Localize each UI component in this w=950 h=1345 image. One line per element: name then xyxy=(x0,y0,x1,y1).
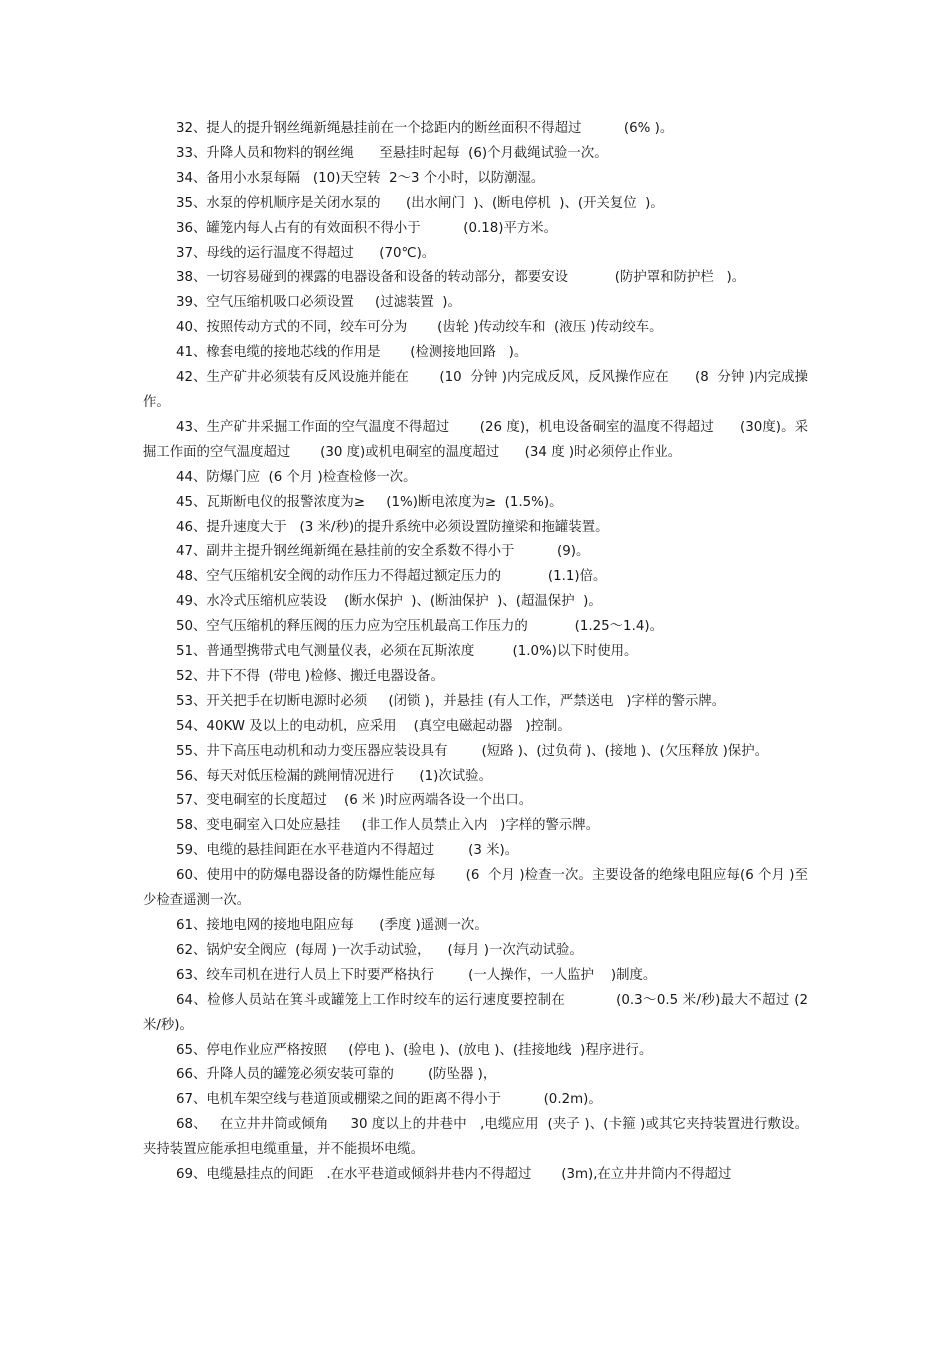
list-item: 39、空气压缩机吸口必须设置 (过滤装置 )。 xyxy=(176,295,461,311)
list-item: 67、电机车架空线与巷道顶或棚梁之间的距离不得小于 (0.2m)。 xyxy=(176,1092,602,1108)
list-item: 36、罐笼内每人占有的有效面积不得小于 (0.18)平方米。 xyxy=(176,220,558,236)
list-item: 43、生产矿井采掘工作面的空气温度不得超过 (26 度)，机电设备硐室的温度不得超过 (30度)。采掘工作面的空气温度超过 (30 度)或机电硐室的温度超过 (34 度 )时必须停止作业。 xyxy=(143,419,808,460)
list-item: 52、井下不得 (带电 )检修、搬迁电器设备。 xyxy=(176,668,444,684)
list-item: 65、停电作业应严格按照 (停电 )、(验电 )、(放电 )、(挂接地线 )程序进行。 xyxy=(176,1042,653,1058)
list-item: 61、接地电网的接地电阻应每 (季度 )遥测一次。 xyxy=(176,918,488,933)
list-item: 44、防爆门应 (6 个月 )检查检修一次。 xyxy=(176,469,417,485)
list-item: 41、橡套电缆的接地芯线的作用是 (检测接地回路 )。 xyxy=(176,345,528,361)
list-item: 46、提升速度大于 (3 米/秒)的提升系统中必须设置防撞梁和拖罐装置。 xyxy=(176,519,609,535)
list-item: 66、升降人员的罐笼必须安装可靠的 (防坠器 )， xyxy=(176,1067,497,1083)
list-item: 42、生产矿井必须装有反风设施并能在 (10 分钟 )内完成反风，反风操作应在 (8 分钟 )内完成操作。 xyxy=(143,370,808,410)
list-item: 50、空气压缩机的释压阀的压力应为空压机最高工作压力的 (1.25～1.4)。 xyxy=(176,619,663,635)
list-item: 49、水冷式压缩机应装设 (断水保护 )、(断油保护 )、(超温保护 )。 xyxy=(176,594,602,610)
list-item: 33、升降人员和物料的钢丝绳 至悬挂时起每 (6)个月截绳试验一次。 xyxy=(176,145,608,161)
list-item: 64、检修人员站在箕斗或罐笼上工作时绞车的运行速度要控制在 (0.3～0.5 米/秒)最大不超过 (2 米/秒)。 xyxy=(143,992,813,1033)
list-item: 60、使用中的防爆电器设备的防爆性能应每 (6 个月 )检查一次。主要设备的绝缘电阻应每(6 个月 )至少检查遥测一次。 xyxy=(143,868,808,909)
list-item: 37、母线的运行温度不得超过 (70℃)。 xyxy=(176,245,436,261)
list-item: 59、电缆的悬挂间距在水平巷道内不得超过 (3 米)。 xyxy=(176,843,519,859)
list-item: 56、每天对低压检漏的跳闸情况进行 (1)次试验。 xyxy=(176,768,492,784)
list-item: 57、变电硐室的长度超过 (6 米 )时应两端各设一个出口。 xyxy=(176,793,533,809)
list-item: 47、副井主提升钢丝绳新绳在悬挂前的安全系数不得小于 (9)。 xyxy=(176,544,590,560)
list-item: 63、绞车司机在进行人员上下时要严格执行 (一人操作，一人监护 )制度。 xyxy=(176,967,657,983)
list-item: 45、瓦斯断电仪的报警浓度为≥ (1%)断电浓度为≥ (1.5%)。 xyxy=(176,494,563,510)
list-item: 53、开关把手在切断电源时必须 (闭锁 )，并悬挂 (有人工作，严禁送电 )字样的警示牌。 xyxy=(176,693,726,709)
list-item: 48、空气压缩机安全阀的动作压力不得超过额定压力的 (1.1)倍。 xyxy=(176,569,607,585)
list-item: 51、普通型携带式电气测量仪表，必须在瓦斯浓度 (1.0%)以下时使用。 xyxy=(176,644,638,660)
list-item: 55、井下高压电动机和动力变压器应装设具有 (短路 )、(过负荷 )、(接地 )、(欠压释放 )保护。 xyxy=(176,743,768,759)
list-item: 40、按照传动方式的不同，绞车可分为 (齿轮 )传动绞车和 (液压 )传动绞车。 xyxy=(176,320,663,336)
list-item: 34、备用小水泵每隔 (10)天空转 2～3 个小时，以防潮湿。 xyxy=(176,170,545,186)
list-item: 69、电缆悬挂点的间距 .在水平巷道或倾斜井巷内不得超过 (3m),在立井井筒内不得超过 xyxy=(176,1167,732,1183)
list-item: 35、水泵的停机顺序是关闭水泵的 (出水闸门 )、(断电停机 )、(开关复位 )。 xyxy=(176,195,664,211)
question-list xyxy=(143,117,813,1188)
list-item: 62、锅炉安全阀应 (每周 )一次手动试验， (每月 )一次汽动试验。 xyxy=(176,942,583,958)
list-item: 68、 在立井井筒或倾角 30 度以上的井巷中 ,电缆应用 (夹子 )、(卡箍 )或其它夹持装置进行敷设。夹持装置应能承担电缆重量，并不能损坏电缆。 xyxy=(143,1117,808,1158)
list-item: 38、一切容易碰到的裸露的电器设备和设备的转动部分，都要安设 (防护罩和防护栏 )。 xyxy=(176,270,746,286)
list-item: 32、提人的提升钢丝绳新绳悬挂前在一个捻距内的断丝面积不得超过 (6% )。 xyxy=(176,121,674,136)
list-item: 58、变电硐室入口处应悬挂 (非工作人员禁止入内 )字样的警示牌。 xyxy=(176,818,600,834)
list-item: 54、40KW 及以上的电动机，应采用 (真空电磁起动器 )控制。 xyxy=(176,718,571,734)
